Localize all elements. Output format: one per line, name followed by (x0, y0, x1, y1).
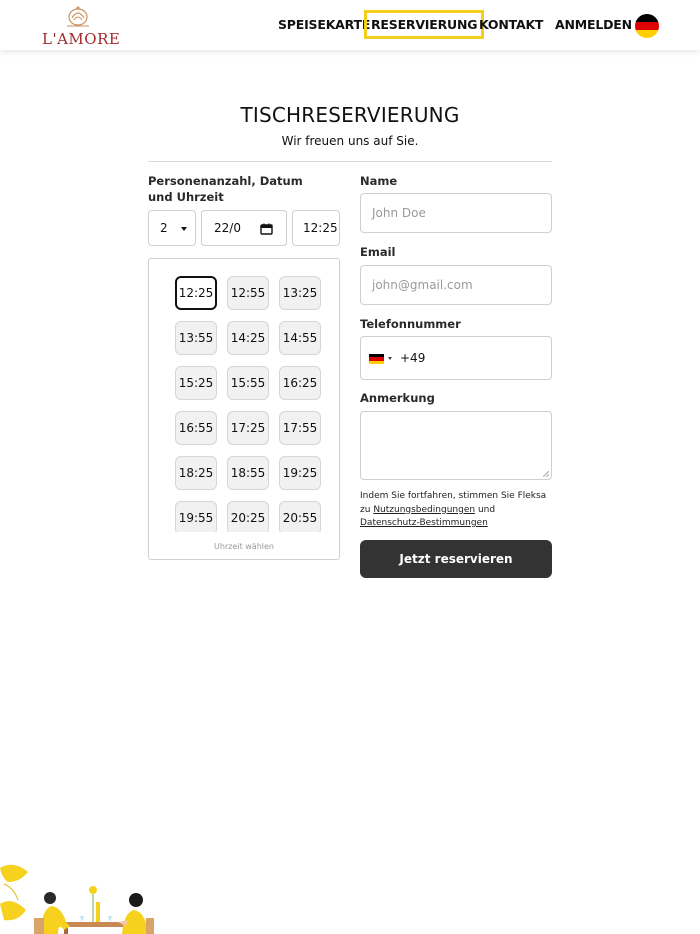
name-placeholder: John Doe (372, 206, 426, 220)
time-slot-button[interactable]: 16:55 (175, 411, 217, 445)
time-slot-button[interactable]: 14:55 (279, 321, 321, 355)
time-slot-grid[interactable] (149, 259, 339, 532)
logo-emblem-icon (65, 4, 91, 30)
legal-prefix: Indem Sie fortfahren, stimmen Sie Fleksa zu (360, 491, 547, 515)
nav-speisekarte[interactable]: SPEISEKARTE (278, 17, 371, 32)
time-slot-button[interactable]: 14:25 (227, 321, 269, 355)
time-slot-button[interactable]: 20:25 (227, 501, 269, 532)
note-label: Anmerkung (360, 391, 435, 405)
phone-prefix: +49 (400, 351, 426, 365)
caret-down-icon (181, 227, 187, 231)
brand-name: L'AMORE (42, 30, 121, 48)
page-title: TISCHRESERVIERUNG (240, 103, 460, 127)
note-textarea[interactable] (360, 411, 552, 480)
legal-text (360, 490, 552, 531)
time-slot-button[interactable]: 17:55 (279, 411, 321, 445)
time-slot-button[interactable]: 19:25 (279, 456, 321, 490)
time-slot-button[interactable]: 13:25 (279, 276, 321, 310)
time-slot-button[interactable]: 15:25 (175, 366, 217, 400)
legal-and: und (477, 504, 496, 515)
reserve-button[interactable]: Jetzt reservieren (360, 540, 552, 578)
calendar-icon (260, 223, 273, 235)
country-flag-icon[interactable] (369, 354, 384, 364)
site-header (0, 0, 700, 50)
time-input[interactable] (292, 210, 340, 246)
dining-couple-illustration (0, 860, 160, 934)
privacy-link[interactable]: Datenschutz-Bestimmungen (360, 518, 488, 528)
slot-hint: Uhrzeit wählen (214, 542, 274, 551)
phone-label: Telefonnummer (360, 317, 461, 331)
nav-anmelden[interactable]: ANMELDEN (555, 17, 632, 32)
email-input[interactable] (360, 265, 552, 305)
phone-input[interactable] (360, 336, 552, 380)
page-subtitle: Wir freuen uns auf Sie. (281, 134, 419, 148)
time-value: 12:25 (303, 221, 338, 235)
name-input[interactable] (360, 193, 552, 233)
divider (148, 161, 552, 162)
date-input[interactable] (201, 210, 287, 246)
email-placeholder: john@gmail.com (372, 278, 473, 292)
time-slot-button[interactable]: 16:25 (279, 366, 321, 400)
germany-flag-icon[interactable] (635, 14, 659, 38)
time-slot-button[interactable]: 17:25 (227, 411, 269, 445)
time-slot-button[interactable]: 12:55 (227, 276, 269, 310)
caret-down-icon (388, 357, 392, 360)
booking-section-label: Personenanzahl, Datum und Uhrzeit (148, 174, 303, 204)
time-slot-button[interactable]: 20:55 (279, 501, 321, 532)
time-slot-button[interactable]: 12:25 (175, 276, 217, 310)
time-slot-button[interactable]: 15:55 (227, 366, 269, 400)
time-slot-button[interactable]: 18:55 (227, 456, 269, 490)
time-slot-button[interactable]: 18:25 (175, 456, 217, 490)
party-size-value: 2 (160, 221, 168, 235)
nav-reservierung[interactable]: RESERVIERUNG (364, 10, 484, 39)
terms-link[interactable]: Nutzungsbedingungen (373, 504, 476, 515)
time-slot-panel (148, 258, 340, 560)
date-value: 22/0 (214, 221, 241, 235)
email-label: Email (360, 245, 396, 259)
resize-handle-icon[interactable] (543, 471, 549, 477)
party-size-select[interactable] (148, 210, 196, 246)
name-label: Name (360, 174, 398, 188)
brand-logo[interactable] (40, 4, 121, 48)
time-slot-button[interactable]: 19:55 (175, 501, 217, 532)
nav-kontakt[interactable]: KONTAKT (479, 17, 544, 32)
time-slot-button[interactable]: 13:55 (175, 321, 217, 355)
